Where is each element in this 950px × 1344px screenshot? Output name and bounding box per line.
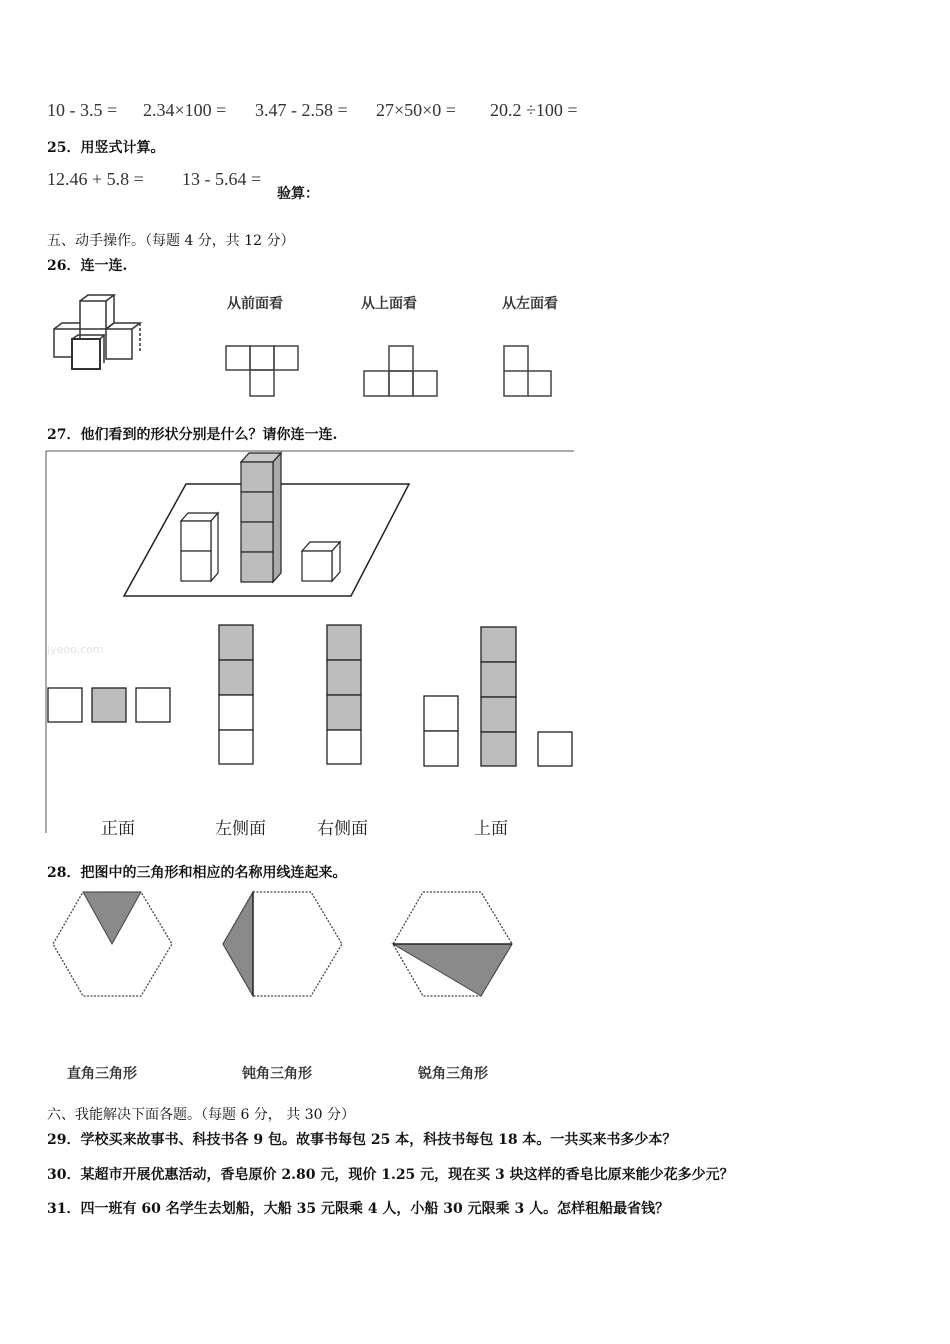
q27-figure-panel [46,451,576,833]
q26-cube-figure [50,293,150,375]
q28-label-right-triangle: 直角三角形 [67,1066,137,1082]
q26-label-top: 从上面看 [361,296,417,312]
q28-hexagon-3 [390,890,515,1002]
calc-item-1: 10 - 3.5 = [47,100,118,120]
q29-text: 29．学校买来故事书、科技书各 9 包。故事书每包 25 本，科技书每包 18 本。一共买来书多少本？ [47,1132,677,1148]
q28-title: 28．把图中的三角形和相应的名称用线连起来。 [47,865,347,881]
q28-hexagon-1 [50,890,175,1002]
q25-title: 25．用竖式计算。 [47,140,165,156]
q27-watermark: jyeoo.com [47,643,104,656]
q26-title: 26．连一连. [47,258,128,274]
calc-item-2: 2.34×100 = [143,100,227,120]
calc-item-4: 27×50×0 = [376,100,456,120]
q26-label-left: 从左面看 [502,296,558,312]
q27-label-right-side: 右侧面 [317,819,368,839]
q25-expr-1: 12.46 + 5.8 = [47,169,144,189]
calc-item-5: 20.2 ÷100 = [490,100,578,120]
q25-check-label: 验算： [277,186,319,202]
q31-text: 31．四一班有 60 名学生去划船，大船 35 元限乘 4 人，小船 30 元限乘 3 人。怎样租船最省钱？ [47,1201,670,1217]
q28-label-obtuse-triangle: 钝角三角形 [242,1066,312,1082]
q26-view-l-shape [503,345,555,400]
q26-label-front: 从前面看 [227,296,283,312]
q27-label-top: 上面 [474,819,508,839]
q26-view-inverted-t [363,345,441,400]
q27-label-left-side: 左侧面 [215,819,266,839]
q28-label-acute-triangle: 锐角三角形 [418,1066,488,1082]
q27-title: 27．他们看到的形状分别是什么？请你连一连. [47,427,338,443]
q28-hexagon-2 [220,890,345,1002]
q30-text: 30．某超市开展优惠活动，香皂原价 2.80 元，现价 1.25 元，现在买 3 块这样的香皂比原来能少花多少元？ [47,1167,734,1183]
q26-view-t-shape [225,345,300,400]
q25-expr-2: 13 - 5.64 = [182,169,262,189]
section-6-title: 六、我能解决下面各题。（每题 6 分， 共 30 分） [47,1107,355,1123]
q27-label-front: 正面 [101,819,135,839]
calc-item-3: 3.47 - 2.58 = [255,100,348,120]
section-5-title: 五、动手操作。（每题 4 分，共 12 分） [47,233,295,249]
